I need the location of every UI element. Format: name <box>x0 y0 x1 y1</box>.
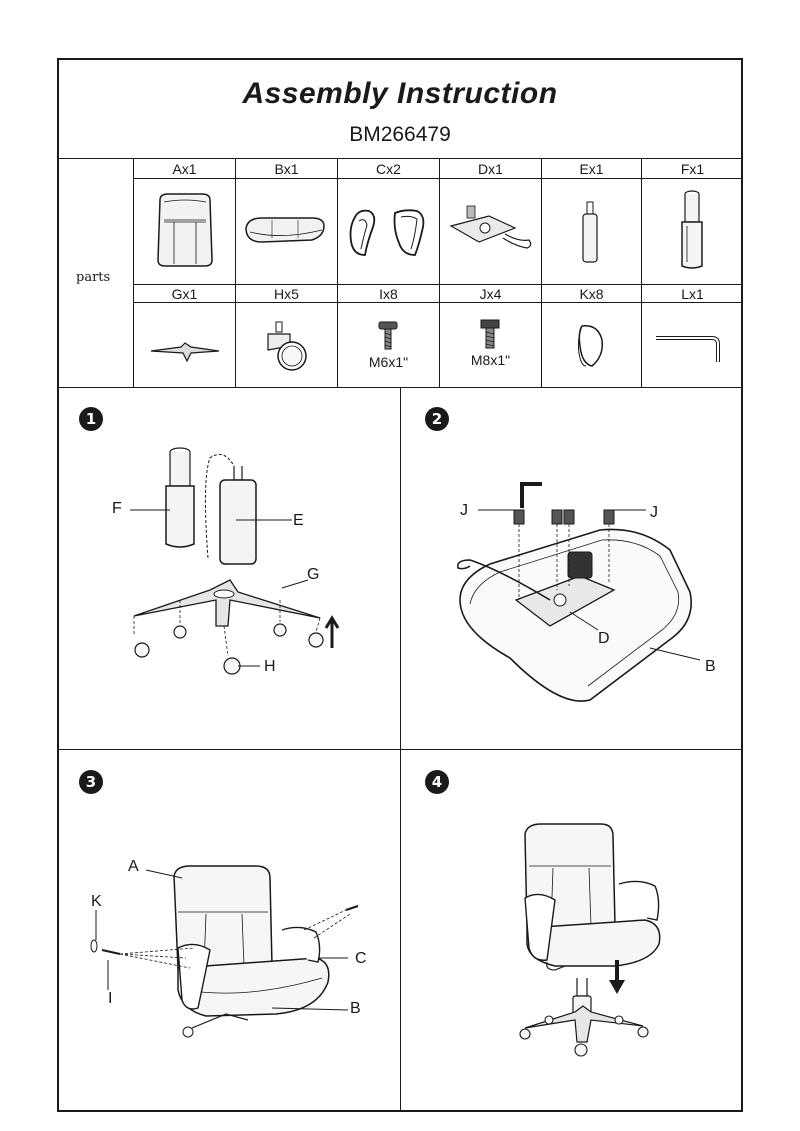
backrest-icon <box>150 190 220 270</box>
callout-e: E <box>293 512 304 529</box>
step-2-illustration <box>450 480 710 710</box>
part-label: Bx1 <box>274 161 299 177</box>
part-label: Dx1 <box>478 161 503 177</box>
base-icon <box>145 335 225 365</box>
divider <box>133 284 743 285</box>
model-number: BM266479 <box>349 123 451 146</box>
bolt-icon <box>376 320 400 352</box>
divider <box>235 158 236 387</box>
divider <box>337 158 338 387</box>
divider <box>133 158 134 387</box>
divider <box>400 387 401 1112</box>
step-4-illustration <box>515 820 695 1060</box>
callout-c: C <box>355 950 367 967</box>
gas-lift-icon <box>572 200 608 266</box>
step-1-illustration <box>120 440 360 690</box>
armrest-icon <box>345 205 431 261</box>
part-label: Lx1 <box>681 286 704 302</box>
callout-b-step3: B <box>350 1000 361 1017</box>
seat-icon <box>242 210 328 250</box>
divider <box>133 178 743 179</box>
callout-i: I <box>108 990 113 1007</box>
bolt-size-label: M6x1" <box>368 354 409 370</box>
part-label: Ex1 <box>579 161 604 177</box>
part-label: Gx1 <box>171 286 198 302</box>
callout-g: G <box>307 566 320 583</box>
callout-k: K <box>91 893 102 910</box>
callout-j-left: J <box>460 502 468 519</box>
part-label: Jx4 <box>479 286 502 302</box>
part-label: Hx5 <box>274 286 299 302</box>
mechanism-plate-icon <box>445 198 535 258</box>
callout-b: B <box>705 658 716 675</box>
part-label: Ax1 <box>172 161 197 177</box>
step-2-badge: 2 <box>425 407 449 431</box>
allen-key-icon <box>652 330 724 366</box>
page-title: Assembly Instruction <box>242 77 558 110</box>
part-label: Kx8 <box>579 286 604 302</box>
callout-d: D <box>598 630 610 647</box>
callout-j-right: J <box>650 504 658 521</box>
part-label: Fx1 <box>680 161 705 177</box>
callout-f: F <box>112 500 122 517</box>
cap-icon <box>572 320 608 372</box>
divider <box>541 158 542 387</box>
part-label: Cx2 <box>376 161 401 177</box>
part-label: Ix8 <box>379 286 398 302</box>
parts-label: parts <box>76 270 111 285</box>
bolt-icon <box>478 316 502 350</box>
step-3-illustration <box>86 850 386 1050</box>
divider <box>641 158 642 387</box>
bolt-size-label: M8x1" <box>470 352 511 368</box>
step-4-badge: 4 <box>425 770 449 794</box>
divider <box>133 302 743 303</box>
step-3-badge: 3 <box>79 770 103 794</box>
gas-lift-cover-icon <box>672 186 712 272</box>
caster-icon <box>262 320 312 376</box>
callout-h: H <box>264 658 276 675</box>
callout-a: A <box>128 858 139 875</box>
step-1-badge: 1 <box>79 407 103 431</box>
